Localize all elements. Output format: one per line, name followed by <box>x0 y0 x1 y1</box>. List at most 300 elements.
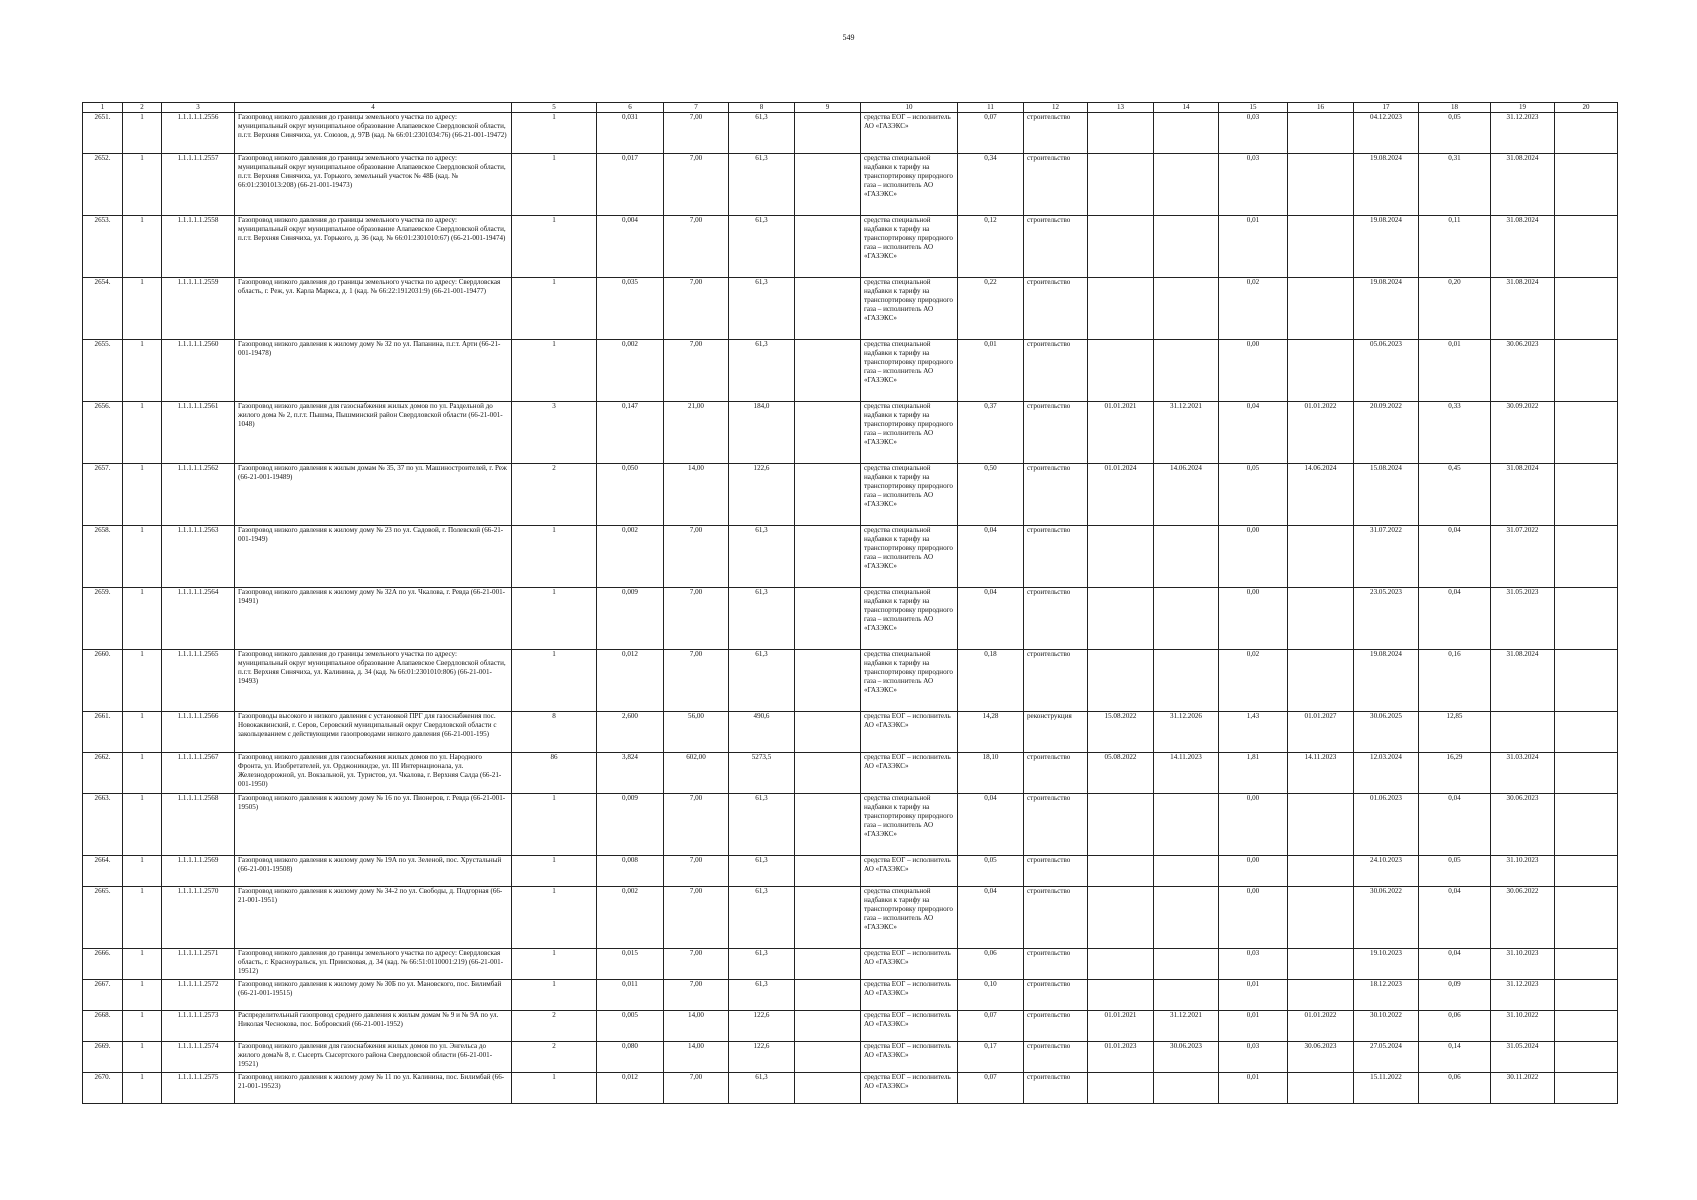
capacity-cell: 7,00 <box>664 526 729 588</box>
object-description-cell: Газопровод низкого давления к жилому дому № 23 по ул. Садовой, г. Полевской (66-21-001-1949) <box>235 526 512 588</box>
object-description-cell: Газопровод низкого давления для газоснабжения жилых домов по ул. Народного Фронта, ул. Изобретателей, ул. Орджоникидзе, ул. III Интернационала, ул. Железнодорожной, ул. Вокзальной, ул. Туристов, ул. Чкалова, г. Верхняя Салда (66-21-001-1950) <box>235 753 512 794</box>
work-type-cell: строительство <box>1024 856 1088 887</box>
capacity-cell: 7,00 <box>664 278 729 340</box>
quantity-cell: 1 <box>512 1073 597 1104</box>
col-20-cell <box>1555 980 1618 1011</box>
col-16-cell <box>1288 650 1354 712</box>
col-18-cell: 0,14 <box>1419 1042 1491 1073</box>
funding-source-cell: средства ЕОГ – исполнитель АО «ГАЗЭКС» <box>861 1011 958 1042</box>
col-18-cell: 0,05 <box>1419 856 1491 887</box>
table-row <box>83 949 1618 980</box>
end-date-cell: 30.06.2023 <box>1154 1042 1219 1073</box>
column-header: 1 <box>83 103 123 113</box>
column-header: 2 <box>123 103 162 113</box>
row-number-cell: 2661. <box>83 712 123 753</box>
col-18-cell: 0,11 <box>1419 216 1491 278</box>
work-type-cell: строительство <box>1024 154 1088 216</box>
funding-source-cell: средства специальной надбавки к тарифу на транспортировку природного газа – исполнитель АО «ГАЗЭКС» <box>861 887 958 949</box>
col-9-cell <box>795 887 861 949</box>
col-16-cell <box>1288 113 1354 154</box>
col-18-cell: 0,33 <box>1419 402 1491 464</box>
object-description-cell: Распределительный газопровод среднего давления к жилым домам № 9 и № 9А по ул. Николая Чеснокова, пос. Бобровский (66-21-001-1952) <box>235 1011 512 1042</box>
length-cell: 0,080 <box>597 1042 664 1073</box>
count-cell: 1 <box>123 278 162 340</box>
col-15-cell: 1,81 <box>1219 753 1288 794</box>
capacity-cell: 14,00 <box>664 1042 729 1073</box>
quantity-cell: 1 <box>512 278 597 340</box>
quantity-cell: 8 <box>512 712 597 753</box>
column-header: 15 <box>1219 103 1288 113</box>
funding-source-cell: средства специальной надбавки к тарифу на транспортировку природного газа – исполнитель АО «ГАЗЭКС» <box>861 526 958 588</box>
completion-date-cell: 31.05.2024 <box>1491 1042 1555 1073</box>
end-date-cell: 31.12.2021 <box>1154 1011 1219 1042</box>
end-date-cell <box>1154 794 1219 856</box>
start-date-cell <box>1088 650 1154 712</box>
commissioning-date-cell: 15.08.2024 <box>1354 464 1419 526</box>
length-cell: 0,017 <box>597 154 664 216</box>
object-description-cell: Газопровод низкого давления до границы земельного участка по адресу: муниципальный округ муниципальное образование Алапаевское Свердловской области, п.г.т. Верхняя Синячиха, ул. Калинина, д. 34 (кад. № 66:01:2301010:806) (66-21-001-19493) <box>235 650 512 712</box>
cost-cell: 0,07 <box>958 113 1024 154</box>
cost-cell: 0,04 <box>958 526 1024 588</box>
column-header: 8 <box>729 103 795 113</box>
table-row <box>83 216 1618 278</box>
end-date-cell <box>1154 340 1219 402</box>
commissioning-date-cell: 19.08.2024 <box>1354 154 1419 216</box>
length-cell: 0,004 <box>597 216 664 278</box>
capacity-cell: 7,00 <box>664 113 729 154</box>
capacity-cell: 56,00 <box>664 712 729 753</box>
table-row <box>83 887 1618 949</box>
length-cell: 0,011 <box>597 980 664 1011</box>
volume-cell: 61,3 <box>729 794 795 856</box>
column-header: 11 <box>958 103 1024 113</box>
cost-cell: 14,28 <box>958 712 1024 753</box>
end-date-cell <box>1154 856 1219 887</box>
table-row <box>83 464 1618 526</box>
column-header: 14 <box>1154 103 1219 113</box>
work-type-cell: строительство <box>1024 526 1088 588</box>
column-header: 6 <box>597 103 664 113</box>
work-type-cell: строительство <box>1024 1011 1088 1042</box>
count-cell: 1 <box>123 588 162 650</box>
completion-date-cell: 30.11.2022 <box>1491 1073 1555 1104</box>
col-20-cell <box>1555 712 1618 753</box>
work-type-cell: строительство <box>1024 216 1088 278</box>
row-number-cell: 2659. <box>83 588 123 650</box>
commissioning-date-cell: 05.06.2023 <box>1354 340 1419 402</box>
funding-source-cell: средства специальной надбавки к тарифу на транспортировку природного газа – исполнитель АО «ГАЗЭКС» <box>861 340 958 402</box>
object-description-cell: Газопровод низкого давления к жилому дому № 32 по ул. Папанина, п.г.т. Арти (66-21-001-19478) <box>235 340 512 402</box>
end-date-cell <box>1154 113 1219 154</box>
col-9-cell <box>795 588 861 650</box>
object-code-cell: 1.1.1.1.1.2571 <box>162 949 235 980</box>
volume-cell: 61,3 <box>729 949 795 980</box>
length-cell: 0,002 <box>597 887 664 949</box>
volume-cell: 61,3 <box>729 1073 795 1104</box>
row-number-cell: 2652. <box>83 154 123 216</box>
col-18-cell: 0,04 <box>1419 887 1491 949</box>
work-type-cell: строительство <box>1024 278 1088 340</box>
funding-source-cell: средства ЕОГ – исполнитель АО «ГАЗЭКС» <box>861 1073 958 1104</box>
cost-cell: 0,04 <box>958 887 1024 949</box>
col-9-cell <box>795 753 861 794</box>
col-15-cell: 0,03 <box>1219 113 1288 154</box>
commissioning-date-cell: 19.08.2024 <box>1354 216 1419 278</box>
col-9-cell <box>795 794 861 856</box>
length-cell: 0,002 <box>597 526 664 588</box>
col-16-cell: 01.01.2022 <box>1288 1011 1354 1042</box>
table-row <box>83 278 1618 340</box>
count-cell: 1 <box>123 464 162 526</box>
col-20-cell <box>1555 856 1618 887</box>
commissioning-date-cell: 30.10.2022 <box>1354 1011 1419 1042</box>
start-date-cell: 01.01.2021 <box>1088 1011 1154 1042</box>
capacity-cell: 7,00 <box>664 154 729 216</box>
column-header: 4 <box>235 103 512 113</box>
start-date-cell <box>1088 526 1154 588</box>
volume-cell: 61,3 <box>729 113 795 154</box>
row-number-cell: 2653. <box>83 216 123 278</box>
completion-date-cell: 31.08.2024 <box>1491 464 1555 526</box>
col-18-cell: 0,31 <box>1419 154 1491 216</box>
col-20-cell <box>1555 464 1618 526</box>
col-9-cell <box>795 402 861 464</box>
row-number-cell: 2660. <box>83 650 123 712</box>
row-number-cell: 2668. <box>83 1011 123 1042</box>
work-type-cell: строительство <box>1024 1042 1088 1073</box>
capacity-cell: 7,00 <box>664 650 729 712</box>
count-cell: 1 <box>123 154 162 216</box>
count-cell: 1 <box>123 402 162 464</box>
col-15-cell: 0,00 <box>1219 794 1288 856</box>
col-20-cell <box>1555 113 1618 154</box>
table-row <box>83 753 1618 794</box>
start-date-cell: 01.01.2024 <box>1088 464 1154 526</box>
end-date-cell: 14.11.2023 <box>1154 753 1219 794</box>
capacity-cell: 14,00 <box>664 1011 729 1042</box>
cost-cell: 0,10 <box>958 980 1024 1011</box>
quantity-cell: 1 <box>512 794 597 856</box>
col-16-cell <box>1288 794 1354 856</box>
work-type-cell: строительство <box>1024 1073 1088 1104</box>
row-number-cell: 2658. <box>83 526 123 588</box>
completion-date-cell: 31.08.2024 <box>1491 650 1555 712</box>
quantity-cell: 1 <box>512 340 597 402</box>
funding-source-cell: средства специальной надбавки к тарифу на транспортировку природного газа – исполнитель АО «ГАЗЭКС» <box>861 278 958 340</box>
object-code-cell: 1.1.1.1.1.2567 <box>162 753 235 794</box>
volume-cell: 61,3 <box>729 856 795 887</box>
completion-date-cell: 31.07.2022 <box>1491 526 1555 588</box>
commissioning-date-cell: 24.10.2023 <box>1354 856 1419 887</box>
count-cell: 1 <box>123 753 162 794</box>
col-16-cell: 01.01.2022 <box>1288 402 1354 464</box>
work-type-cell: строительство <box>1024 340 1088 402</box>
work-type-cell: строительство <box>1024 949 1088 980</box>
column-header: 5 <box>512 103 597 113</box>
funding-source-cell: средства специальной надбавки к тарифу на транспортировку природного газа – исполнитель АО «ГАЗЭКС» <box>861 650 958 712</box>
work-type-cell: строительство <box>1024 650 1088 712</box>
col-20-cell <box>1555 154 1618 216</box>
object-code-cell: 1.1.1.1.1.2574 <box>162 1042 235 1073</box>
col-16-cell: 14.06.2024 <box>1288 464 1354 526</box>
cost-cell: 0,34 <box>958 154 1024 216</box>
object-description-cell: Газопровод низкого давления до границы земельного участка по адресу: Свердловская область, г. Красноуральск, ул. Приисковая, д. 34 (кад. № 66:51:0110001:219) (66-21-001-19512) <box>235 949 512 980</box>
end-date-cell <box>1154 278 1219 340</box>
length-cell: 0,008 <box>597 856 664 887</box>
length-cell: 0,002 <box>597 340 664 402</box>
row-number-cell: 2663. <box>83 794 123 856</box>
quantity-cell: 1 <box>512 650 597 712</box>
col-16-cell <box>1288 949 1354 980</box>
col-9-cell <box>795 216 861 278</box>
col-18-cell: 0,20 <box>1419 278 1491 340</box>
quantity-cell: 1 <box>512 113 597 154</box>
gas-pipeline-register-table <box>82 102 1618 1104</box>
col-15-cell: 0,00 <box>1219 526 1288 588</box>
length-cell: 0,009 <box>597 794 664 856</box>
cost-cell: 0,50 <box>958 464 1024 526</box>
table-row <box>83 1073 1618 1104</box>
col-15-cell: 0,04 <box>1219 402 1288 464</box>
funding-source-cell: средства специальной надбавки к тарифу на транспортировку природного газа – исполнитель АО «ГАЗЭКС» <box>861 154 958 216</box>
end-date-cell <box>1154 887 1219 949</box>
volume-cell: 61,3 <box>729 887 795 949</box>
col-18-cell: 0,06 <box>1419 1011 1491 1042</box>
volume-cell: 61,3 <box>729 340 795 402</box>
funding-source-cell: средства специальной надбавки к тарифу на транспортировку природного газа – исполнитель АО «ГАЗЭКС» <box>861 794 958 856</box>
quantity-cell: 1 <box>512 949 597 980</box>
col-16-cell <box>1288 154 1354 216</box>
object-description-cell: Газопровод низкого давления до границы земельного участка по адресу: муниципальный округ муниципальное образование Алапаевское Свердловской области, п.г.т. Верхняя Синячиха, ул. Горького, д. 36 (кад. № 66:01:2301010:67) (66-21-001-19474) <box>235 216 512 278</box>
quantity-cell: 2 <box>512 1042 597 1073</box>
object-description-cell: Газопровод низкого давления для газоснабжения жилых домов по ул. Раздельной до жилого дома № 2, п.г.т. Пышма, Пышминский район Свердловской области (66-21-001-1048) <box>235 402 512 464</box>
col-20-cell <box>1555 1073 1618 1104</box>
length-cell: 0,050 <box>597 464 664 526</box>
completion-date-cell: 31.05.2023 <box>1491 588 1555 650</box>
quantity-cell: 1 <box>512 980 597 1011</box>
work-type-cell: строительство <box>1024 980 1088 1011</box>
col-18-cell: 0,04 <box>1419 526 1491 588</box>
completion-date-cell: 31.10.2023 <box>1491 949 1555 980</box>
cost-cell: 0,07 <box>958 1073 1024 1104</box>
commissioning-date-cell: 01.06.2023 <box>1354 794 1419 856</box>
table-body <box>83 113 1618 1104</box>
cost-cell: 0,06 <box>958 949 1024 980</box>
count-cell: 1 <box>123 216 162 278</box>
col-20-cell <box>1555 402 1618 464</box>
completion-date-cell: 31.03.2024 <box>1491 753 1555 794</box>
volume-cell: 184,0 <box>729 402 795 464</box>
start-date-cell: 01.01.2021 <box>1088 402 1154 464</box>
col-9-cell <box>795 464 861 526</box>
end-date-cell: 14.06.2024 <box>1154 464 1219 526</box>
capacity-cell: 14,00 <box>664 464 729 526</box>
col-20-cell <box>1555 588 1618 650</box>
col-16-cell <box>1288 526 1354 588</box>
length-cell: 0,031 <box>597 113 664 154</box>
count-cell: 1 <box>123 1073 162 1104</box>
object-code-cell: 1.1.1.1.1.2573 <box>162 1011 235 1042</box>
col-20-cell <box>1555 526 1618 588</box>
funding-source-cell: средства специальной надбавки к тарифу на транспортировку природного газа – исполнитель АО «ГАЗЭКС» <box>861 464 958 526</box>
end-date-cell: 31.12.2026 <box>1154 712 1219 753</box>
table-row <box>83 856 1618 887</box>
col-15-cell: 0,03 <box>1219 154 1288 216</box>
funding-source-cell: средства ЕОГ – исполнитель АО «ГАЗЭКС» <box>861 712 958 753</box>
col-16-cell: 01.01.2027 <box>1288 712 1354 753</box>
col-18-cell: 0,05 <box>1419 113 1491 154</box>
col-9-cell <box>795 526 861 588</box>
length-cell: 0,147 <box>597 402 664 464</box>
col-20-cell <box>1555 794 1618 856</box>
col-16-cell: 30.06.2023 <box>1288 1042 1354 1073</box>
table-row <box>83 980 1618 1011</box>
funding-source-cell: средства ЕОГ – исполнитель АО «ГАЗЭКС» <box>861 1042 958 1073</box>
count-cell: 1 <box>123 526 162 588</box>
row-number-cell: 2669. <box>83 1042 123 1073</box>
object-description-cell: Газопровод низкого давления к жилому дому № 19А по ул. Зеленой, пос. Хрустальный (66-21-001-19508) <box>235 856 512 887</box>
col-15-cell: 0,01 <box>1219 980 1288 1011</box>
table-row <box>83 340 1618 402</box>
cost-cell: 0,37 <box>958 402 1024 464</box>
end-date-cell <box>1154 1073 1219 1104</box>
col-20-cell <box>1555 340 1618 402</box>
row-number-cell: 2655. <box>83 340 123 402</box>
col-20-cell <box>1555 753 1618 794</box>
col-9-cell <box>795 856 861 887</box>
capacity-cell: 7,00 <box>664 340 729 402</box>
cost-cell: 0,07 <box>958 1011 1024 1042</box>
start-date-cell <box>1088 887 1154 949</box>
object-description-cell: Газопровод низкого давления к жилому дому № 34-2 по ул. Свободы, д. Подгорная (66-21-001-1951) <box>235 887 512 949</box>
col-16-cell <box>1288 278 1354 340</box>
capacity-cell: 7,00 <box>664 949 729 980</box>
table-row <box>83 113 1618 154</box>
end-date-cell <box>1154 526 1219 588</box>
count-cell: 1 <box>123 949 162 980</box>
column-header: 3 <box>162 103 235 113</box>
count-cell: 1 <box>123 113 162 154</box>
volume-cell: 61,3 <box>729 980 795 1011</box>
table-row <box>83 402 1618 464</box>
quantity-cell: 86 <box>512 753 597 794</box>
object-description-cell: Газопровод низкого давления к жилому дому № 16 по ул. Пионеров, г. Ревда (66-21-001-19505) <box>235 794 512 856</box>
funding-source-cell: средства специальной надбавки к тарифу на транспортировку природного газа – исполнитель АО «ГАЗЭКС» <box>861 402 958 464</box>
row-number-cell: 2651. <box>83 113 123 154</box>
commissioning-date-cell: 23.05.2023 <box>1354 588 1419 650</box>
object-code-cell: 1.1.1.1.1.2561 <box>162 402 235 464</box>
quantity-cell: 1 <box>512 216 597 278</box>
col-16-cell <box>1288 1073 1354 1104</box>
capacity-cell: 21,00 <box>664 402 729 464</box>
work-type-cell: строительство <box>1024 794 1088 856</box>
count-cell: 1 <box>123 856 162 887</box>
commissioning-date-cell: 30.06.2025 <box>1354 712 1419 753</box>
commissioning-date-cell: 20.09.2022 <box>1354 402 1419 464</box>
col-20-cell <box>1555 216 1618 278</box>
quantity-cell: 1 <box>512 887 597 949</box>
col-9-cell <box>795 340 861 402</box>
row-number-cell: 2666. <box>83 949 123 980</box>
col-15-cell: 0,05 <box>1219 464 1288 526</box>
quantity-cell: 1 <box>512 154 597 216</box>
column-header: 18 <box>1419 103 1491 113</box>
table-row <box>83 1042 1618 1073</box>
col-15-cell: 0,03 <box>1219 949 1288 980</box>
col-16-cell <box>1288 216 1354 278</box>
count-cell: 1 <box>123 340 162 402</box>
col-18-cell: 16,29 <box>1419 753 1491 794</box>
end-date-cell <box>1154 216 1219 278</box>
col-20-cell <box>1555 949 1618 980</box>
end-date-cell <box>1154 154 1219 216</box>
object-code-cell: 1.1.1.1.1.2559 <box>162 278 235 340</box>
col-9-cell <box>795 980 861 1011</box>
start-date-cell: 01.01.2023 <box>1088 1042 1154 1073</box>
count-cell: 1 <box>123 1042 162 1073</box>
capacity-cell: 7,00 <box>664 216 729 278</box>
col-18-cell: 0,45 <box>1419 464 1491 526</box>
cost-cell: 0,12 <box>958 216 1024 278</box>
volume-cell: 61,3 <box>729 154 795 216</box>
col-15-cell: 0,00 <box>1219 340 1288 402</box>
object-code-cell: 1.1.1.1.1.2562 <box>162 464 235 526</box>
start-date-cell <box>1088 154 1154 216</box>
completion-date-cell: 30.09.2022 <box>1491 402 1555 464</box>
capacity-cell: 7,00 <box>664 856 729 887</box>
commissioning-date-cell: 18.12.2023 <box>1354 980 1419 1011</box>
funding-source-cell: средства ЕОГ – исполнитель АО «ГАЗЭКС» <box>861 980 958 1011</box>
completion-date-cell: 31.08.2024 <box>1491 278 1555 340</box>
object-description-cell: Газопровод низкого давления к жилому дому № 30Б по ул. Мановского, пос. Билимбай (66-21-001-19515) <box>235 980 512 1011</box>
row-number-cell: 2670. <box>83 1073 123 1104</box>
start-date-cell <box>1088 278 1154 340</box>
cost-cell: 0,04 <box>958 588 1024 650</box>
cost-cell: 0,01 <box>958 340 1024 402</box>
column-header: 12 <box>1024 103 1088 113</box>
quantity-cell: 3 <box>512 402 597 464</box>
count-cell: 1 <box>123 980 162 1011</box>
completion-date-cell: 31.12.2023 <box>1491 980 1555 1011</box>
commissioning-date-cell: 15.11.2022 <box>1354 1073 1419 1104</box>
row-number-cell: 2656. <box>83 402 123 464</box>
column-header: 10 <box>861 103 958 113</box>
capacity-cell: 7,00 <box>664 1073 729 1104</box>
row-number-cell: 2665. <box>83 887 123 949</box>
col-15-cell: 0,01 <box>1219 1073 1288 1104</box>
count-cell: 1 <box>123 712 162 753</box>
volume-cell: 61,3 <box>729 526 795 588</box>
cost-cell: 0,18 <box>958 650 1024 712</box>
object-description-cell: Газопровод низкого давления к жилым домам № 35, 37 по ул. Машиностроителей, г. Реж (66-21-001-19489) <box>235 464 512 526</box>
row-number-cell: 2664. <box>83 856 123 887</box>
col-20-cell <box>1555 887 1618 949</box>
col-15-cell: 0,01 <box>1219 1011 1288 1042</box>
funding-source-cell: средства ЕОГ – исполнитель АО «ГАЗЭКС» <box>861 753 958 794</box>
column-header: 16 <box>1288 103 1354 113</box>
col-16-cell <box>1288 340 1354 402</box>
col-20-cell <box>1555 278 1618 340</box>
column-header: 9 <box>795 103 861 113</box>
object-code-cell: 1.1.1.1.1.2570 <box>162 887 235 949</box>
object-code-cell: 1.1.1.1.1.2575 <box>162 1073 235 1104</box>
volume-cell: 490,6 <box>729 712 795 753</box>
funding-source-cell: средства специальной надбавки к тарифу на транспортировку природного газа – исполнитель АО «ГАЗЭКС» <box>861 588 958 650</box>
col-18-cell: 0,04 <box>1419 794 1491 856</box>
row-number-cell: 2662. <box>83 753 123 794</box>
volume-cell: 61,3 <box>729 278 795 340</box>
object-code-cell: 1.1.1.1.1.2556 <box>162 113 235 154</box>
